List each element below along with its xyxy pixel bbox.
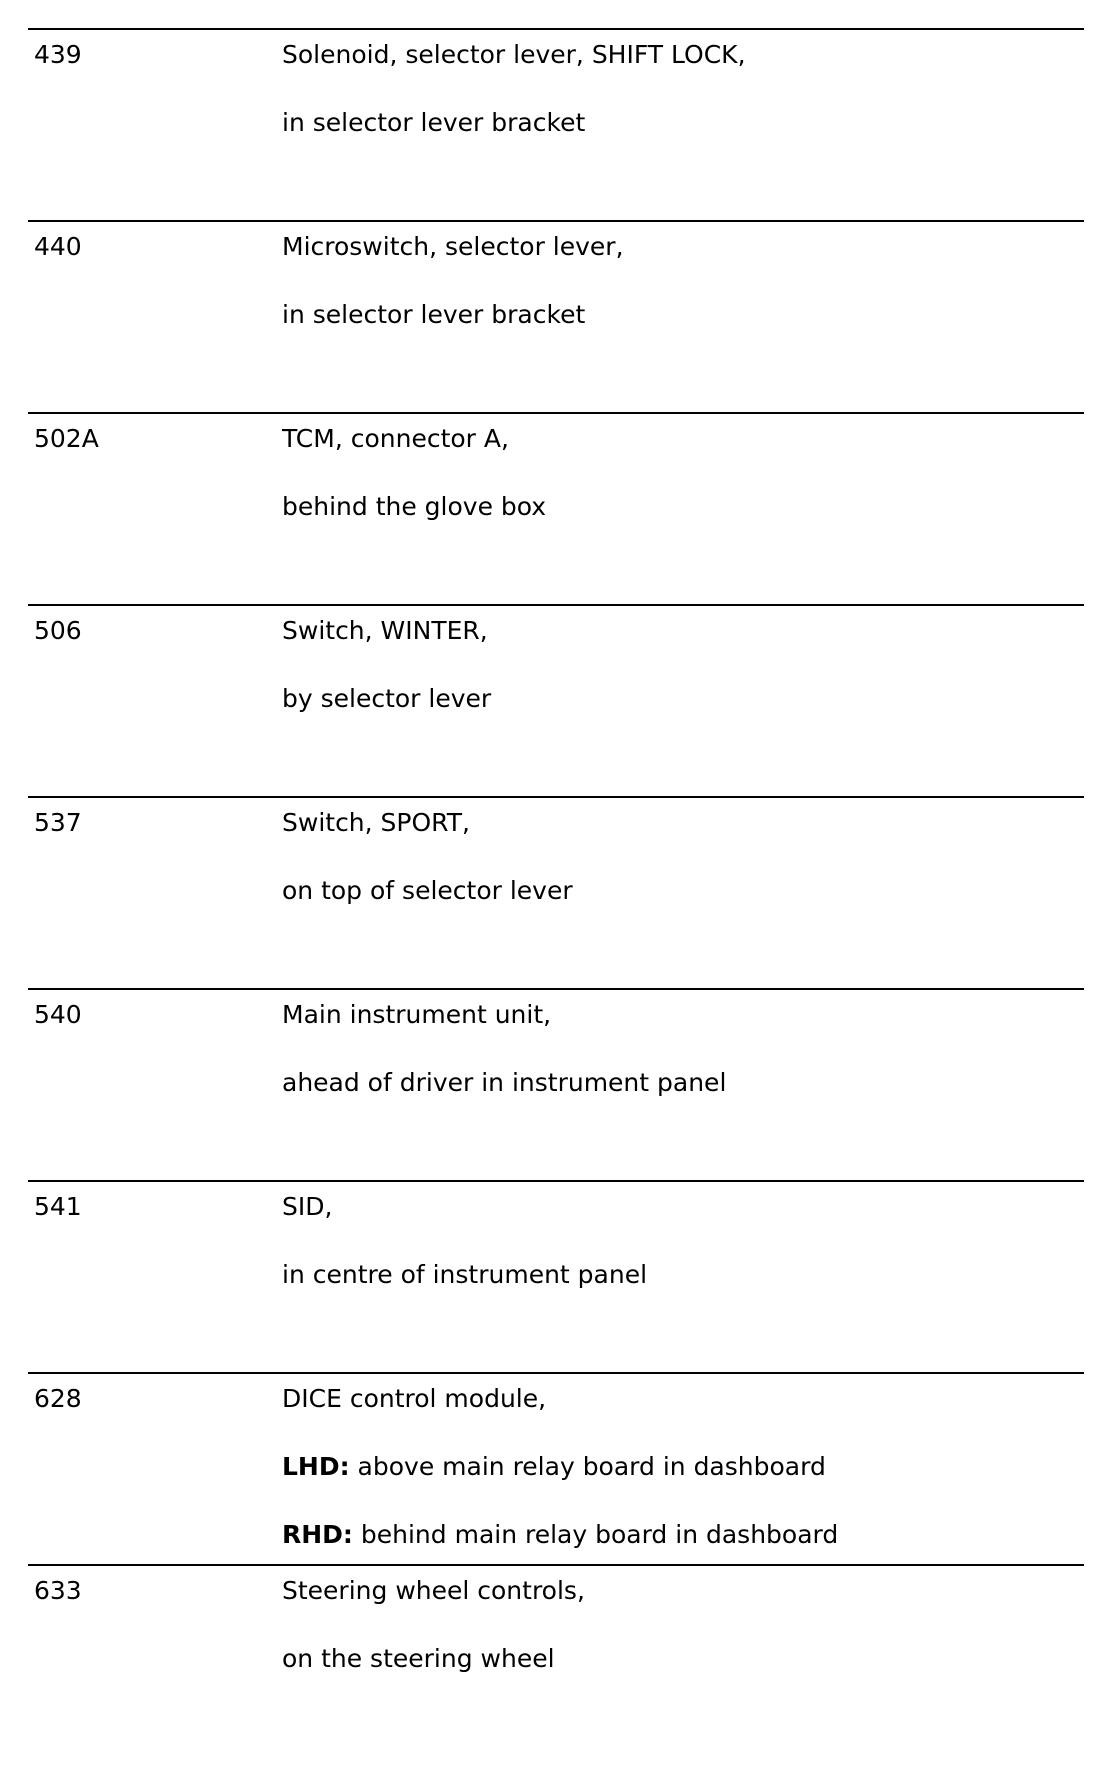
component-row xyxy=(28,412,1084,604)
component-row xyxy=(28,796,1084,988)
location-line-lhd xyxy=(282,1452,1084,1482)
location-line-rhd xyxy=(282,1520,1084,1550)
location-line: in selector lever bracket xyxy=(282,108,586,137)
description-line: DICE control module, xyxy=(282,1384,547,1413)
description-line: Main instrument unit, xyxy=(282,1000,552,1029)
component-row xyxy=(28,604,1084,796)
component-table xyxy=(28,28,1084,1724)
component-description xyxy=(282,1576,1084,1712)
component-description xyxy=(282,1384,1084,1588)
location-line: in selector lever bracket xyxy=(282,300,586,329)
location-line: in centre of instrument panel xyxy=(282,1260,648,1289)
component-number: 506 xyxy=(34,616,82,645)
description-line: SID, xyxy=(282,1192,333,1221)
description-line: TCM, connector A, xyxy=(282,424,509,453)
component-description xyxy=(282,1000,1084,1136)
component-number: 439 xyxy=(34,40,82,69)
location-line: behind the glove box xyxy=(282,492,547,521)
component-row xyxy=(28,1180,1084,1372)
component-number: 502A xyxy=(34,424,99,453)
description-line: Solenoid, selector lever, SHIFT LOCK, xyxy=(282,40,746,69)
rhd-location: behind main relay board in dashboard xyxy=(352,1520,839,1549)
component-description xyxy=(282,424,1084,560)
component-row xyxy=(28,28,1084,220)
component-row xyxy=(28,1372,1084,1564)
component-description xyxy=(282,1192,1084,1328)
component-description xyxy=(282,616,1084,752)
component-description xyxy=(282,808,1084,944)
location-line: on the steering wheel xyxy=(282,1644,555,1673)
description-line: Steering wheel controls, xyxy=(282,1576,585,1605)
lhd-location: above main relay board in dashboard xyxy=(349,1452,826,1481)
lhd-label: LHD: xyxy=(282,1452,350,1481)
description-line: Switch, WINTER, xyxy=(282,616,488,645)
component-number: 541 xyxy=(34,1192,82,1221)
component-row xyxy=(28,220,1084,412)
component-number: 628 xyxy=(34,1384,82,1413)
component-number: 440 xyxy=(34,232,82,261)
location-line: on top of selector lever xyxy=(282,876,573,905)
component-description xyxy=(282,232,1084,368)
rhd-label: RHD: xyxy=(282,1520,353,1549)
component-row xyxy=(28,1564,1084,1724)
description-line: Microswitch, selector lever, xyxy=(282,232,624,261)
location-line: ahead of driver in instrument panel xyxy=(282,1068,727,1097)
component-number: 633 xyxy=(34,1576,82,1605)
description-line: Switch, SPORT, xyxy=(282,808,470,837)
location-line: by selector lever xyxy=(282,684,492,713)
component-row xyxy=(28,988,1084,1180)
component-number: 540 xyxy=(34,1000,82,1029)
component-number: 537 xyxy=(34,808,82,837)
component-description xyxy=(282,40,1084,176)
